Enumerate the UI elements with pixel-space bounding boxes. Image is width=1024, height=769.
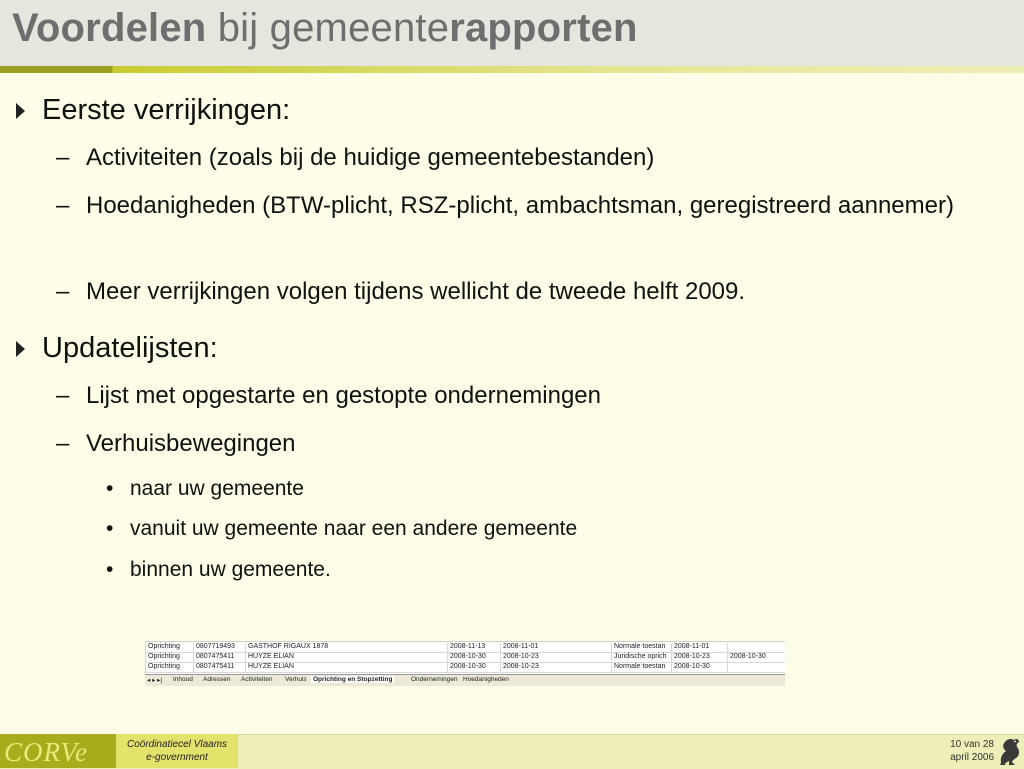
page-date: april 2006 bbox=[950, 752, 994, 763]
table-cell: Oprichting bbox=[145, 653, 180, 662]
table-cell bbox=[727, 663, 730, 672]
triangle-bullet-icon bbox=[16, 341, 25, 357]
title-part-3: rapporten bbox=[449, 6, 638, 50]
sheet-tab-inhoud[interactable]: Inhoud bbox=[173, 676, 193, 683]
sheet-tab-bar bbox=[145, 674, 785, 686]
logo-text: CORVe bbox=[4, 737, 88, 767]
table-cell bbox=[727, 643, 730, 652]
org-line-2: e-government bbox=[146, 752, 208, 763]
table-row bbox=[145, 662, 785, 673]
table-cell: Normale toestan bbox=[611, 663, 665, 672]
flemish-lion-icon bbox=[997, 735, 1023, 767]
sheet-tab-oprichting[interactable]: Oprichting en Stopzetting bbox=[313, 676, 393, 683]
bullet-label: Eerste verrijkingen: bbox=[42, 94, 291, 126]
title-bar bbox=[0, 0, 1024, 66]
table-cell: 0807475411 bbox=[193, 663, 234, 672]
table-cell: 2008-11-01 bbox=[500, 643, 538, 652]
table-cell: 2008-10-30 bbox=[671, 663, 710, 672]
sheet-tab-adressen[interactable]: Adressen bbox=[203, 676, 231, 683]
list-item-text: Verhuisbewegingen bbox=[86, 430, 296, 457]
sub-list-item bbox=[106, 517, 578, 541]
list-item bbox=[56, 426, 986, 462]
table-cell: 2008-11-13 bbox=[447, 643, 485, 652]
table-cell: HUYZE ELIAN bbox=[245, 663, 294, 672]
bullet-updatelijsten bbox=[42, 332, 218, 365]
organization-label bbox=[116, 734, 238, 768]
sheet-nav-arrows[interactable]: ◂ ▸ ▸| bbox=[147, 677, 163, 684]
table-cell: 2008-10-30 bbox=[447, 653, 486, 662]
org-line-1: Coördinatiecel Vlaams bbox=[126, 739, 228, 750]
page-number: 10 van 28 bbox=[950, 739, 994, 750]
title-divider bbox=[0, 66, 1024, 73]
table-cell: HUYZE ELIAN bbox=[245, 653, 294, 662]
page-title bbox=[12, 6, 638, 51]
table-cell: 0807475411 bbox=[193, 653, 234, 662]
title-part-2: bij gemeente bbox=[206, 6, 450, 50]
table-cell: 2008-10-23 bbox=[500, 663, 539, 672]
bullet-eerste-verrijkingen bbox=[42, 94, 290, 127]
sheet-tab-activiteiten[interactable]: Activiteiten bbox=[241, 676, 273, 683]
dash-bullet: – bbox=[56, 278, 70, 305]
dot-bullet: • bbox=[106, 558, 114, 581]
list-item-text: Meer verrijkingen volgen tijdens wellicht de tweede helft 2009. bbox=[86, 278, 746, 305]
dot-bullet: • bbox=[106, 517, 114, 540]
table-cell: GASTHOF RIGAUX 1878 bbox=[245, 643, 328, 652]
list-item bbox=[56, 188, 986, 224]
table-cell: Juridische oprich bbox=[611, 653, 667, 662]
dash-bullet: – bbox=[56, 430, 70, 457]
dash-bullet: – bbox=[56, 144, 70, 171]
table-cell: Oprichting bbox=[145, 643, 180, 652]
list-item-text: Hoedanigheden (BTW-plicht, RSZ-plicht, ambachtsman, geregistreerd aannemer) bbox=[86, 192, 954, 219]
title-part-1: Voordelen bbox=[12, 6, 207, 50]
table-cell: 2008-10-30 bbox=[447, 663, 486, 672]
dot-bullet: • bbox=[106, 477, 114, 500]
list-item bbox=[56, 274, 986, 310]
sub-list-item bbox=[106, 558, 331, 582]
table-cell: Oprichting bbox=[145, 663, 180, 672]
sub-list-item bbox=[106, 477, 304, 501]
corve-logo bbox=[0, 734, 116, 768]
dash-bullet: – bbox=[56, 382, 70, 409]
bullet-label: Updatelijsten: bbox=[42, 332, 218, 364]
list-item-text: Lijst met opgestarte en gestopte ondernemingen bbox=[86, 382, 602, 409]
table-cell: 2008-11-01 bbox=[671, 643, 709, 652]
dash-bullet: – bbox=[56, 192, 70, 219]
sheet-tab-ondernemingen[interactable]: Ondernemingen bbox=[411, 676, 458, 683]
sheet-tab-verhuis[interactable]: Verhuis bbox=[285, 676, 307, 683]
sheet-tab-hoedanigheden[interactable]: Hoedanigheden bbox=[463, 676, 509, 683]
list-item bbox=[56, 140, 986, 176]
table-cell: 2008-10-23 bbox=[500, 653, 539, 662]
table-cell: 0807719493 bbox=[193, 643, 235, 652]
triangle-bullet-icon bbox=[16, 103, 25, 119]
list-item-text: Activiteiten (zoals bij de huidige gemeentebestanden) bbox=[86, 144, 655, 171]
sub-list-item-text: binnen uw gemeente. bbox=[130, 558, 331, 581]
table-cell: 2008-10-30 bbox=[727, 653, 766, 662]
sub-list-item-text: naar uw gemeente bbox=[130, 477, 304, 500]
table-cell: 2008-10-23 bbox=[671, 653, 710, 662]
spreadsheet-snippet bbox=[145, 641, 785, 686]
page-info bbox=[920, 738, 994, 764]
sub-list-item-text: vanuit uw gemeente naar een andere gemeente bbox=[130, 517, 578, 540]
list-item bbox=[56, 378, 986, 414]
table-cell: Normale toestan bbox=[611, 643, 665, 652]
